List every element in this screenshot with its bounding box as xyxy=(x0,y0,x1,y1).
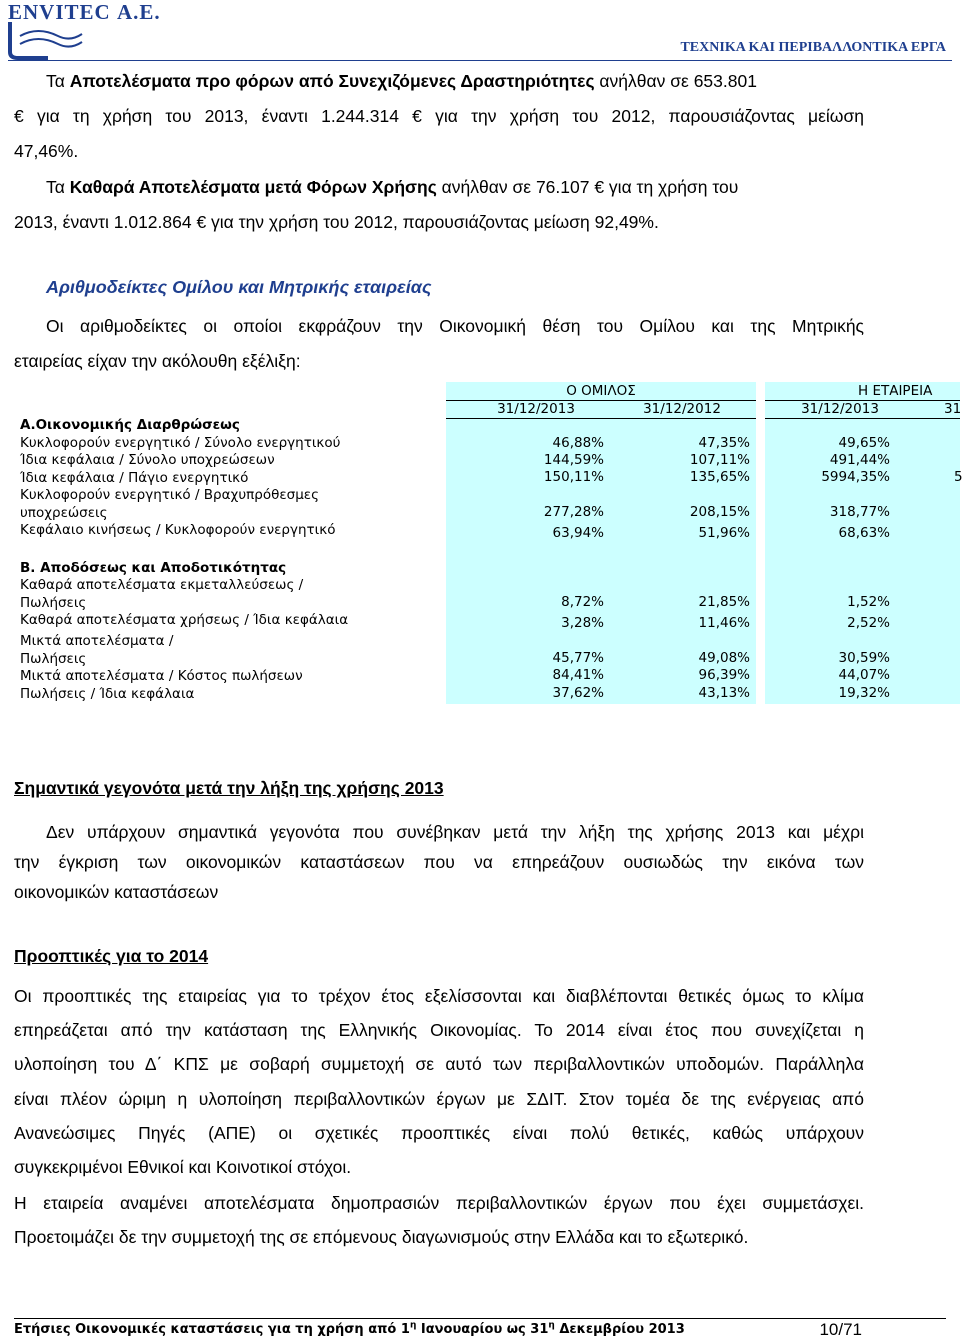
row-label: Πωλήσεις / Ίδια κεφάλαια xyxy=(20,686,195,702)
row-label: Ίδια κεφάλαια / Σύνολο υποχρεώσεων xyxy=(20,452,275,468)
row-value: 51,96% xyxy=(698,525,750,541)
footer-text xyxy=(14,1322,685,1337)
row-label: Κεφάλαιο κινήσεως / Κυκλοφορούν ενεργητικό xyxy=(20,522,336,538)
row-label: Ίδια κεφάλαια / Πάγιο ενεργητικό xyxy=(20,470,249,486)
row-value: 144,59% xyxy=(543,452,604,468)
intro-paragraph-1-line-1 xyxy=(46,64,757,99)
row-value: 150,11% xyxy=(543,469,604,485)
ratios-intro-line-2: εταιρείας είχαν την ακόλουθη εξέλιξη: xyxy=(14,351,301,371)
row-value: 84,41% xyxy=(552,667,604,683)
row-label-continued: Πωλήσεις xyxy=(20,595,87,611)
row-value: 37,62% xyxy=(552,685,604,701)
group-header: Ο ΟΜΙΛΟΣ xyxy=(566,383,636,399)
company-header: Η ΕΤΑΙΡΕΙΑ xyxy=(858,383,933,399)
ratios-intro-line-1: Οι αριθμοδείκτες οι οποίοι εκφράζουν την Οικονομική θέση του Ομίλου και της Μητρικής xyxy=(46,316,864,336)
row-value: 30,59% xyxy=(838,650,890,666)
row-value: 3,28% xyxy=(561,615,604,631)
header-underline xyxy=(446,400,756,401)
row-value: 49,08% xyxy=(698,650,750,666)
col-header-3: 31/12/2013 xyxy=(801,401,879,417)
footer-superscript: η xyxy=(548,1320,555,1331)
row-value: 135,65% xyxy=(689,469,750,485)
row-value: 11,46% xyxy=(698,615,750,631)
outlook-line-2: επηρεάζεται από την κατάσταση της Ελληνικής Οικονομίας. Το 2014 είναι έτος που συνεχίζεται η xyxy=(14,1020,864,1040)
row-value: 208,15% xyxy=(689,504,750,520)
company-logo-text: ENVITEC Α.Ε. xyxy=(8,0,161,24)
section-b-title: Β. Αποδόσεως και Αποδοτικότητας xyxy=(20,560,287,576)
footer-text-part: Δεκεμβρίου 2013 xyxy=(554,1322,685,1337)
row-value: 19,32% xyxy=(838,685,890,701)
intro-text: Τα xyxy=(46,177,70,197)
outlook-title: Προοπτικές για το 2014 xyxy=(14,946,209,966)
footer-text-part: Ετήσιες Οικονομικές καταστάσεις για τη χρήση από 1 xyxy=(14,1322,410,1337)
row-value: 49,65% xyxy=(838,435,890,451)
intro-paragraph-2-line-1 xyxy=(46,170,738,205)
row-label-continued: Πωλήσεις xyxy=(20,651,87,667)
footer-divider xyxy=(14,1318,946,1319)
col-header-2: 31/12/2012 xyxy=(643,401,721,417)
outlook-line-4: είναι πλέον ώριμη η υλοποίηση περιβαλλοντικών έργων με ΣΔΙΤ. Στον τομέα δε της ενέργειας από xyxy=(14,1089,864,1109)
footer-text-part: Ιανουαρίου ως 31 xyxy=(416,1322,549,1337)
row-value: 46,88% xyxy=(552,435,604,451)
intro-paragraph-1-line-2: € για τη χρήση του 2013, έναντι 1.244.314 € για την χρήση του 2012, παρουσιάζοντας μείωση xyxy=(14,106,864,126)
events-line-3: οικονομικών καταστάσεων xyxy=(14,882,219,902)
footer-superscript: η xyxy=(409,1320,417,1331)
row-value: 21,85% xyxy=(698,594,750,610)
company-logo-icon xyxy=(8,22,88,62)
row-value: 8,72% xyxy=(561,594,604,610)
outlook-line-6: συγκεκριμένοι Εθνικοί και Κοινοτικοί στόχοι. xyxy=(14,1157,352,1177)
col-header-4: 31 xyxy=(944,401,962,417)
row-value: 1,52% xyxy=(847,594,890,610)
header-underline xyxy=(765,400,960,401)
row-value: 43,13% xyxy=(698,685,750,701)
row-value: 44,07% xyxy=(838,667,890,683)
intro-bold-text: Αποτελέσματα προ φόρων από Συνεχιζόμενες Δραστηριότητες xyxy=(69,71,595,91)
ratios-table xyxy=(0,380,963,710)
events-line-2: την έγκριση των οικονομικών καταστάσεων που να επηρεάζουν ουσιωδώς την εικόνα των xyxy=(14,852,864,872)
header-tagline: ΤΕΧΝΙΚΑ ΚΑΙ ΠΕΡΙΒΑΛΛΟΝΤΙΚΑ ΕΡΓΑ xyxy=(680,40,946,55)
row-value: 68,63% xyxy=(838,525,890,541)
header-underline xyxy=(765,418,960,419)
row-value: 277,28% xyxy=(543,504,604,520)
row-value: 45,77% xyxy=(552,650,604,666)
ratios-heading: Αριθμοδείκτες Ομίλου και Μητρικής εταιρείας xyxy=(46,277,432,297)
intro-text: ανήλθαν σε 76.107 € για τη χρήση του xyxy=(436,177,739,197)
row-label: Κυκλοφορούν ενεργητικό / Βραχυπρόθεσμες xyxy=(20,487,320,503)
row-value: 5994,35% xyxy=(821,469,890,485)
outlook-line-8: Προετοιμάζει δε την συμμετοχή της σε επόμενους διαγωνισμούς στην Ελλάδα και το εξωτερικό. xyxy=(14,1227,749,1247)
intro-bold-text: Καθαρά Αποτελέσματα μετά Φόρων Χρήσης xyxy=(69,177,437,197)
row-value: 63,94% xyxy=(552,525,604,541)
row-label: Καθαρά αποτελέσματα χρήσεως / Ίδια κεφάλαια xyxy=(20,612,349,628)
row-label: Μικτά αποτελέσματα / Κόστος πωλήσεων xyxy=(20,668,303,684)
outlook-line-3: υλοποίηση του Δ΄ ΚΠΣ με σοβαρή συμμετοχή σε αυτό των περιβαλλοντικών υποδομών. Παράλληλα xyxy=(14,1054,864,1074)
header-underline xyxy=(446,418,756,419)
intro-paragraph-2-line-2: 2013, έναντι 1.012.864 € για την χρήση του 2012, παρουσιάζοντας μείωση 92,49%. xyxy=(14,212,659,232)
row-label: Κυκλοφορούν ενεργητικό / Σύνολο ενεργητικού xyxy=(20,435,341,451)
row-value: 96,39% xyxy=(698,667,750,683)
events-line-1: Δεν υπάρχουν σημαντικά γεγονότα που συνέβηκαν μετά την λήξη της χρήσης 2013 και μέχρι xyxy=(46,822,864,842)
outlook-line-5: Ανανεώσιμες Πηγές (ΑΠΕ) οι σχετικές προοπτικές είναι πολύ θετικές, καθώς υπάρχουν xyxy=(14,1123,864,1143)
intro-text: Τα xyxy=(46,71,70,91)
header-divider xyxy=(8,60,952,61)
row-value: 318,77% xyxy=(829,504,890,520)
row-value: 491,44% xyxy=(829,452,890,468)
col-header-1: 31/12/2013 xyxy=(497,401,575,417)
section-a-title: Α.Οικονομικής Διαρθρώσεως xyxy=(20,417,240,433)
row-value: 5 xyxy=(954,469,963,485)
row-value: 47,35% xyxy=(698,435,750,451)
page-number: 10/71 xyxy=(819,1320,862,1339)
intro-paragraph-1-line-3: 47,46%. xyxy=(14,141,79,161)
row-value: 2,52% xyxy=(847,615,890,631)
events-title: Σημαντικά γεγονότα μετά την λήξη της χρήσης 2013 xyxy=(14,778,444,798)
outlook-line-1: Οι προοπτικές της εταιρείας για το τρέχον έτος εξελίσσονται και διαβλέπονται θετικές όμως το κλίμα xyxy=(14,986,864,1006)
row-value: 107,11% xyxy=(689,452,750,468)
intro-text: ανήλθαν σε 653.801 xyxy=(594,71,757,91)
row-label: Καθαρά αποτελέσματα εκμεταλλεύσεως / xyxy=(20,577,304,593)
row-label: Μικτά αποτελέσματα / xyxy=(20,633,174,649)
row-label-continued: υποχρεώσεις xyxy=(20,505,108,521)
outlook-line-7: Η εταιρεία αναμένει αποτελέσματα δημοπρασιών περιβαλλοντικών έργων που έχει συμμετάσχει. xyxy=(14,1193,864,1213)
